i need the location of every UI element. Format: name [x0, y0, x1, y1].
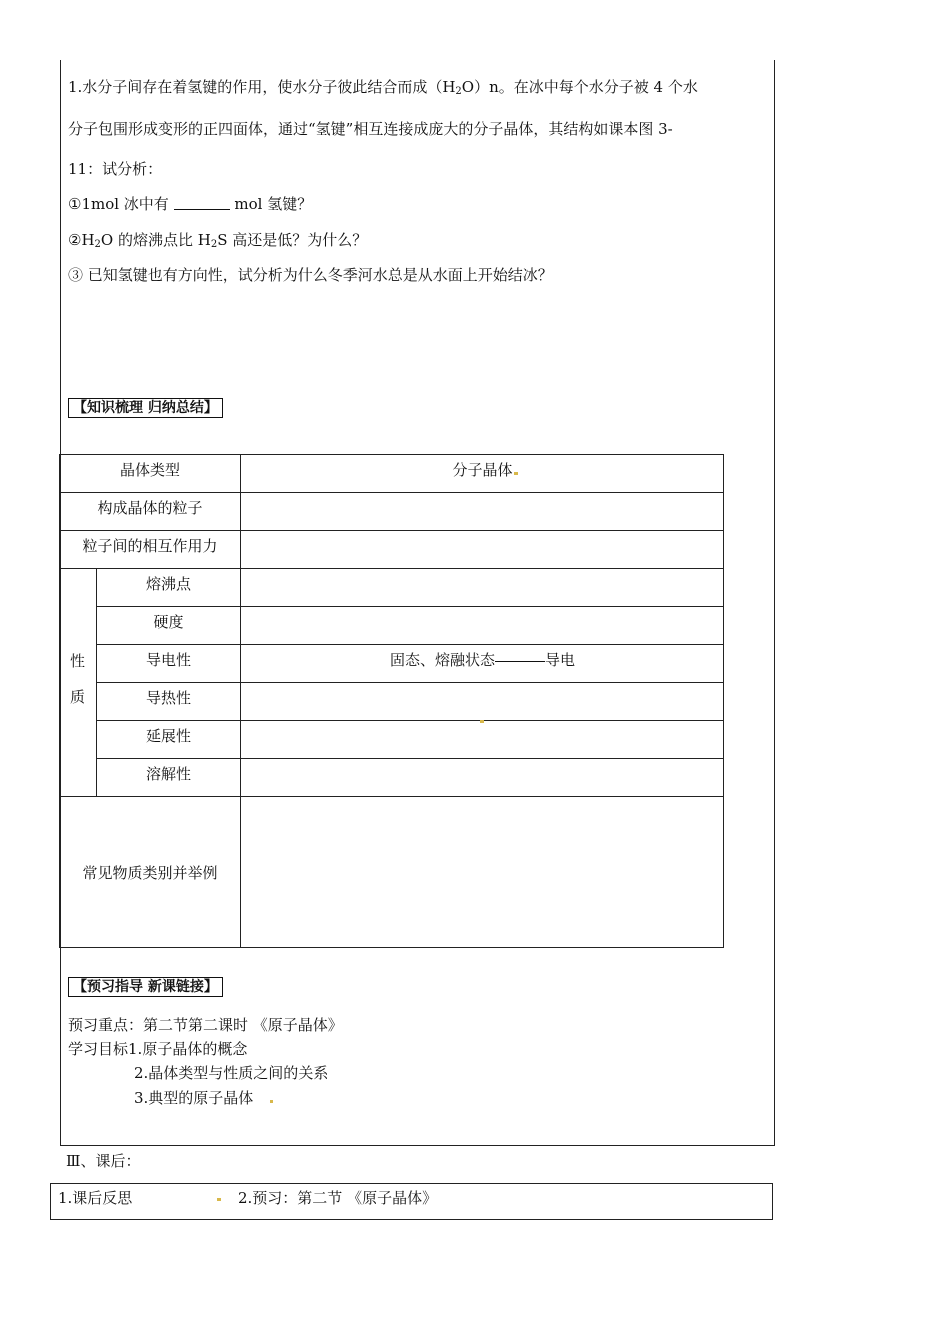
yellow-mark [270, 1100, 273, 1103]
row-examples-value[interactable] [240, 796, 724, 948]
property-group-char-2: 质 [70, 688, 86, 706]
after-class-item-1: 1.课后反思 [58, 1189, 133, 1207]
section-heading-summary: 【知识梳理 归纳总结】 [68, 398, 223, 418]
preview-focus: 预习重点：第二节第二课时 《原子晶体》 [68, 1016, 343, 1034]
preview-goal-3: 3.典型的原子晶体 [134, 1089, 254, 1107]
after-class-item-2: 2.预习：第二节 《原子晶体》 [238, 1189, 438, 1207]
intro-line-1: 1.水分子间存在着氢键的作用，使水分子彼此结合而成$(H_2O)n$。在冰中每个水分子被 4 个水 [68, 78, 698, 97]
table-header-value: 分子晶体 [240, 454, 724, 492]
prop-label: 硬度 [96, 606, 240, 644]
answer-blank[interactable] [174, 197, 230, 210]
crystal-table [59, 454, 724, 948]
question-3: ③ 已知氢键也有方向性，试分析为什么冬季河水总是从水面上开始结冰？ [68, 266, 553, 284]
prop-label: 导热性 [96, 682, 240, 720]
intro-line-3: 11：试分析： [68, 160, 163, 178]
intro-line-2: 分子包围形成变形的正四面体，通过“氢键”相互连接成庞大的分子晶体，其结构如课本图 3- [68, 120, 673, 138]
prop-value[interactable] [240, 568, 724, 606]
prop-label: 熔沸点 [96, 568, 240, 606]
prop-value-conductivity[interactable]: 固态、熔融状态 导电 [240, 644, 724, 682]
yellow-mark [514, 472, 518, 475]
table-header-label: 晶体类型 [59, 454, 240, 492]
row-particles-value[interactable] [240, 492, 724, 530]
prop-label: 溶解性 [96, 758, 240, 796]
question-2: $②H_2O$ 的熔沸点比 $H_2S$ 高还是低？为什么？ [68, 231, 368, 250]
yellow-mark [480, 720, 484, 723]
preview-goal-2: 2.晶体类型与性质之间的关系 [134, 1064, 329, 1082]
prop-label: 导电性 [96, 644, 240, 682]
property-group-char-1: 性 [70, 652, 86, 670]
prop-value[interactable] [240, 682, 724, 720]
prop-value[interactable] [240, 606, 724, 644]
section-heading-preview: 【预习指导 新课链接】 [68, 977, 223, 997]
row-forces-value[interactable] [240, 530, 724, 568]
prop-value[interactable] [240, 720, 724, 758]
preview-goals: 学习目标1.原子晶体的概念 [68, 1040, 248, 1058]
prop-value[interactable] [240, 758, 724, 796]
property-group-cell [59, 568, 96, 796]
question-1: ①1mol 冰中有 mol 氢键？ [68, 195, 313, 213]
prop-label: 延展性 [96, 720, 240, 758]
row-particles-label: 构成晶体的粒子 [59, 492, 240, 530]
conductivity-blank[interactable] [495, 649, 545, 662]
yellow-mark [217, 1198, 221, 1201]
after-class-title: Ⅲ、课后： [66, 1152, 141, 1170]
row-forces-label: 粒子间的相互作用力 [59, 530, 240, 568]
row-examples-label: 常见物质类别并举例 [59, 796, 240, 948]
